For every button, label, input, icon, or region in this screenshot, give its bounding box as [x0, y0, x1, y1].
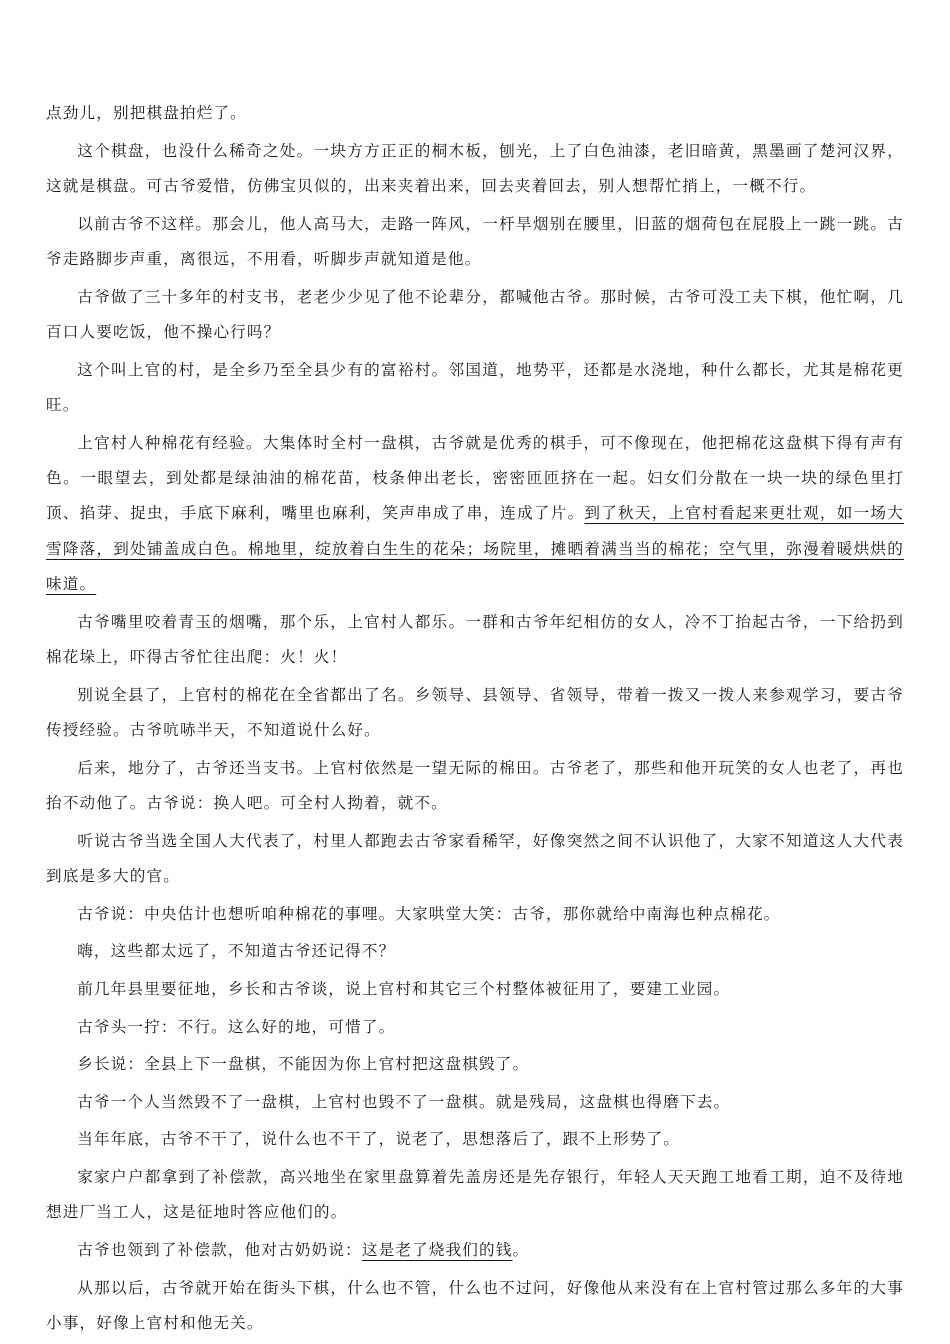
paragraph: 古爷说：中央估计也想听咱种棉花的事哩。大家哄堂大笑：古爷，那你就给中南海也种点棉花。	[77, 904, 781, 923]
paragraph: 别说全县了，上官村的棉花在全省都出了名。乡领导、县领导、省领导，带着一拨又一拨人来参观学习，要古爷传授经验。古爷吭哧半天，不知道说什么好。	[46, 685, 904, 740]
paragraph: 以前古爷不这样。那会儿，他人高马大，走路一阵风，一杆旱烟别在腰里，旧蓝的烟荷包在屁股上一跳一跳。古爷走路脚步声重，离很远，不用看，听脚步声就知道是他。	[46, 214, 904, 268]
paragraph: 后来，地分了，古爷还当支书。上官村依然是一望无际的棉田。古爷老了，那些和他开玩笑的女人也老了，再也抬不动他了。古爷说：换人吧。可全村人拗着，就不。	[46, 758, 904, 813]
paragraph: 古爷嘴里咬着青玉的烟嘴，那个乐，上官村人都乐。一群和古爷年纪相仿的女人，冷不丁抬起古爷，一下给扔到棉花垛上，吓得古爷忙往出爬：火！火！	[46, 612, 904, 667]
paragraph: 古爷头一拧：不行。这么好的地，可惜了。	[77, 1017, 396, 1036]
paragraph: 家家户户都拿到了补偿款，高兴地坐在家里盘算着先盖房还是先存银行，年轻人天天跑工地看工期，迫不及待地想进厂当工人，这是征地时答应他们的。	[46, 1167, 904, 1222]
paragraph: 点劲儿，别把棋盘拍烂了。	[46, 104, 247, 122]
underlined-passage: 到了秋天，上官村看起来更壮观，如一场大雪降落，到处铺盖成白色。棉地里，绽放着白生生的花朵；场院里，摊晒着满当当的棉花；空气里，弥漫着暖烘烘的味道。	[46, 504, 904, 594]
paragraph: 这个棋盘，也没什么稀奇之处。一块方方正正的桐木板，刨光，上了白色油漆，老旧暗黄，黑墨画了楚河汉界，这就是棋盘。可古爷爱惜，仿佛宝贝似的，出来夹着出来，回去夹着回去，别人想帮忙捎上，一概不行。	[46, 141, 904, 195]
document-page	[46, 96, 904, 1344]
paragraph: 前几年县里要征地，乡长和古爷谈，说上官村和其它三个村整体被征用了，要建工业园。	[77, 980, 731, 998]
paragraph: 古爷一个人当然毁不了一盘棋，上官村也毁不了一盘棋。就是残局，这盘棋也得磨下去。	[77, 1092, 731, 1111]
paragraph	[46, 426, 904, 603]
paragraph: 这个叫上官的村，是全乡乃至全县少有的富裕村。邻国道，地势平，还都是水浇地，种什么都长，尤其是棉花更旺。	[46, 360, 904, 414]
paragraph	[46, 1233, 904, 1268]
paragraph: 当年年底，古爷不干了，说什么也不干了，说老了，思想落后了，跟不上形势了。	[77, 1130, 680, 1149]
underlined-passage: 这是老了烧我们的钱	[361, 1240, 513, 1259]
paragraph: 乡长说：全县上下一盘棋，不能因为你上官村把这盘棋毁了。	[77, 1055, 530, 1074]
paragraph-text: 上官村人种棉花有经验。大集体时全村一盘棋，古爷就是优秀的棋手，可不像现在，他把棉花这盘棋下得有声有色。一眼望去，到处都是绿油油的棉花苗，枝条伸出老长，密密匝匝挤在一起。妇女们分散在一块一块的绿色里打顶、掐芽、捉虫，手底下麻利，嘴里也麻利，笑声串成了串，连成了片。	[46, 433, 904, 523]
paragraph-text: 古爷也领到了补偿款，他对古奶奶说：	[77, 1240, 362, 1259]
paragraph-text-end: 。	[512, 1240, 530, 1259]
paragraph: 嗨，这些都太远了，不知道古爷还记得不？	[77, 942, 396, 961]
paragraph: 听说古爷当选全国人大代表了，村里人都跑去古爷家看稀罕，好像突然之间不认识他了，大家不知道这人大代表到底是多大的官。	[46, 831, 904, 886]
paragraph: 从那以后，古爷就开始在街头下棋，什么也不管，什么也不过问，好像他从来没有在上官村管过那么多年的大事小事，好像上官村和他无关。	[46, 1278, 904, 1332]
paragraph: 古爷做了三十多年的村支书，老老少少见了他不论辈分，都喊他古爷。那时候，古爷可没工夫下棋，他忙啊，几百口人要吃饭，他不操心行吗？	[46, 287, 904, 341]
